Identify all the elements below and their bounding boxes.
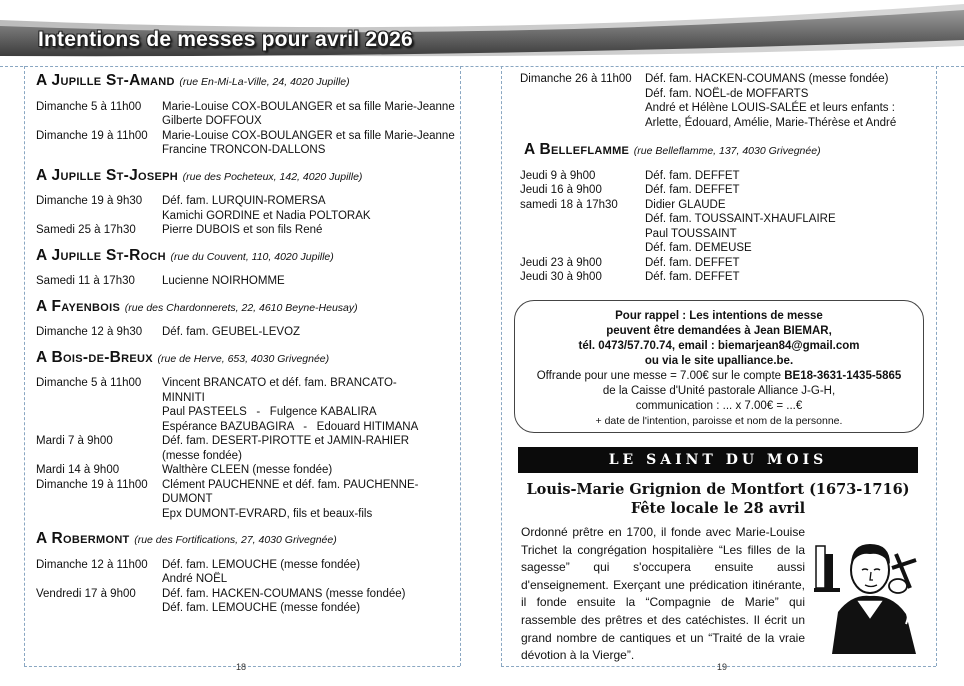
intention-line: Epx DUMONT-EVRARD, fils et beaux-fils (162, 507, 373, 520)
intention-entry (36, 194, 466, 223)
intention-line: Didier GLAUDE (645, 198, 726, 211)
offering-line (515, 369, 923, 384)
mass-date: Dimanche 5 à 11h00 (36, 377, 142, 389)
intention-line: Kamichi GORDINE et Nadia POLTORAK (162, 209, 371, 222)
intention-line: Déf. fam. TOUSSAINT-XHAUFLAIRE (645, 213, 836, 225)
mass-date: Dimanche 19 à 11h00 (36, 129, 148, 142)
intention-entry (520, 72, 920, 130)
mass-date: Jeudi 30 à 9h00 (520, 271, 602, 283)
intention-entry (520, 169, 920, 184)
church-section (36, 532, 466, 616)
intention-line: Paul TOUSSAINT (645, 227, 737, 240)
mass-date: Mardi 7 à 9h00 (36, 435, 113, 447)
church-heading: A Fayenbois (rue des Chardonnerets, 22, 4610 Beyne-Heusay) (36, 297, 358, 315)
intention-line: Déf. fam. DEFFET (645, 184, 740, 196)
reminder-line: communication : ... x 7.00€ = ...€ (635, 400, 803, 412)
church-heading: A Jupille St-Roch (rue du Couvent, 110, 4020 Jupille) (36, 246, 334, 264)
church-heading: A Bois-de-Breux (rue de Herve, 653, 4030 Grivegnée) (36, 348, 330, 366)
header-banner (0, 0, 964, 64)
intention-entry (36, 463, 466, 478)
intention-entry (36, 325, 466, 340)
saint-of-month-heading: LE SAINT DU MOIS (518, 447, 918, 473)
intention-line: (messe fondée) (162, 449, 242, 462)
mass-date: Dimanche 19 à 9h30 (36, 195, 143, 207)
church-heading: A Belleflamme (rue Belleflamme, 137, 4030 Grivegnée) (524, 141, 821, 158)
church-section (36, 297, 466, 340)
saint-feast: Fête locale le 28 avril (630, 500, 806, 517)
right-page-border (501, 66, 502, 666)
church-section (36, 246, 466, 289)
intention-entry (36, 100, 466, 129)
account-number: BE18-3631-1435-5865 (784, 370, 902, 382)
mass-date: Vendredi 17 à 9h00 (36, 587, 136, 600)
intention-line: André NOËL (162, 573, 228, 585)
intention-entry (520, 256, 920, 271)
mass-date: Jeudi 23 à 9h00 (520, 256, 602, 269)
saint-portrait-icon (812, 524, 924, 654)
intention-line: Arlette, Édouard, Amélie, Marie-Thérèse et André (645, 116, 897, 129)
left-page-border (24, 66, 25, 666)
church-section (36, 166, 466, 238)
mass-date: Samedi 11 à 17h30 (36, 275, 135, 287)
intention-entry (520, 183, 920, 198)
left-page (36, 74, 466, 627)
intention-line: MINNITI (162, 391, 205, 404)
intention-line: Walthère CLEEN (messe fondée) (162, 464, 333, 476)
intention-line: Déf. fam. LURQUIN-ROMERSA (162, 195, 326, 207)
right-page (520, 72, 920, 296)
intention-line: Déf. fam. GEUBEL-LEVOZ (162, 326, 301, 338)
intention-entry (36, 434, 466, 463)
intention-entry (520, 198, 920, 256)
reminder-line: peuvent être demandées à Jean BIEMAR, (606, 325, 832, 337)
intention-line: Déf. fam. DEFFET (645, 271, 740, 283)
reminder-line: de la Caisse d'Unité pastorale Alliance J-G-H, (602, 385, 836, 397)
intention-line: Clément PAUCHENNE et déf. fam. PAUCHENNE- (162, 478, 419, 491)
church-heading: A Jupille St-Joseph (rue des Pocheteux, 142, 4020 Jupille) (36, 166, 363, 184)
mass-date: samedi 18 à 17h30 (520, 198, 618, 211)
reminder-line: Pour rappel : Les intentions de messe (615, 310, 823, 322)
reminder-line: + date de l'intention, paroisse et nom de la personne. (595, 415, 843, 427)
intention-line: Déf. fam. DEMEUSE (645, 242, 752, 254)
intention-line: Vincent BRANCATO et déf. fam. BRANCATO- (162, 377, 397, 389)
church-section (520, 143, 920, 285)
intention-line: André et Hélène LOUIS-SALÉE et leurs enfants : (645, 102, 895, 114)
intention-line: Gilberte DOFFOUX (162, 115, 262, 127)
right-page-border-right (936, 66, 937, 666)
intention-line: Déf. fam. HACKEN-COUMANS (messe fondée) (645, 73, 889, 85)
mass-date: Jeudi 16 à 9h00 (520, 184, 602, 196)
church-heading: A Jupille St-Amand (rue En-Mi-La-Ville, 24, 4020 Jupille) (36, 72, 350, 89)
church-section (36, 74, 466, 158)
mass-date: Dimanche 19 à 11h00 (36, 478, 148, 491)
intention-line: DUMONT (162, 493, 213, 505)
intention-entry (36, 129, 466, 158)
intention-entry (36, 274, 466, 289)
church-heading: A Robermont (rue des Fortifications, 27, 4030 Grivegnée) (36, 530, 337, 547)
church-section (36, 348, 466, 522)
intention-line: Marie-Louise COX-BOULANGER et sa fille Marie-Jeanne (162, 100, 455, 113)
intention-entry (36, 376, 466, 434)
top-guide-line (0, 66, 964, 67)
mass-date: Dimanche 5 à 11h00 (36, 100, 142, 113)
intention-line: Lucienne NOIRHOMME (162, 275, 285, 287)
page-number: 18 (236, 662, 247, 672)
intention-line: Déf. fam. LEMOUCHE (messe fondée) (162, 558, 361, 571)
page-title: Intentions de messes pour avril 2026 (38, 28, 413, 51)
offering-text: Offrande pour une messe = 7.00€ sur le compte (536, 370, 785, 382)
saint-name: Louis-Marie Grignion de Montfort (1673-1716) (526, 481, 910, 498)
page-number: 19 (717, 662, 728, 672)
intention-line: Paul PASTEELS - Fulgence KABALIRA (162, 406, 377, 418)
saint-description: Ordonné prêtre en 1700, il fonde avec Marie-Louise Trichet la congrégation hospitalière “Les filles de la sagesse” qui s'occupera ensuite aussi d'enseignement. Exerçant une prédication itinérante, il fonde ensuite la “Compagnie de Marie” qui rassemble des prêtres et des catéchistes. Il écrit un grand nombre de cantiques et un “Traité de la vraie dévotion à la Vierge”. (521, 525, 805, 663)
mass-date: Samedi 25 à 17h30 (36, 224, 136, 236)
website-line[interactable]: ou via le site upalliance.be. (644, 355, 794, 367)
intention-entry (36, 223, 466, 238)
intention-line: Marie-Louise COX-BOULANGER et sa fille Marie-Jeanne (162, 129, 455, 142)
intention-line: Pierre DUBOIS et son fils René (162, 224, 323, 236)
mass-date: Jeudi 9 à 9h00 (520, 169, 596, 182)
saint-title (518, 480, 918, 518)
mass-date: Mardi 14 à 9h00 (36, 464, 120, 476)
intention-line: Déf. fam. DEFFET (645, 169, 740, 182)
mass-date: Dimanche 26 à 11h00 (520, 73, 632, 85)
intention-line: Déf. fam. LEMOUCHE (messe fondée) (162, 602, 361, 614)
reminder-box (514, 300, 924, 433)
intention-line: Déf. fam. DESERT-PIROTTE et JAMIN-RAHIER (162, 435, 410, 447)
intention-entry (520, 270, 920, 285)
intention-entry (36, 478, 466, 522)
intention-line: Espérance BAZUBAGIRA - Edouard HITIMANA (162, 420, 419, 433)
intention-line: Déf. fam. NOËL-de MOFFARTS (645, 87, 809, 100)
contact-line[interactable]: tél. 0473/57.70.74, email : biemarjean84@gmail.com (578, 340, 860, 352)
intention-line: Déf. fam. HACKEN-COUMANS (messe fondée) (162, 587, 406, 600)
intention-entry (36, 587, 466, 616)
intention-line: Déf. fam. DEFFET (645, 256, 740, 269)
mass-date: Dimanche 12 à 9h30 (36, 326, 143, 338)
mass-date: Dimanche 12 à 11h00 (36, 558, 148, 571)
intention-entry (36, 558, 466, 587)
intention-line: Francine TRONCON-DALLONS (162, 144, 326, 156)
